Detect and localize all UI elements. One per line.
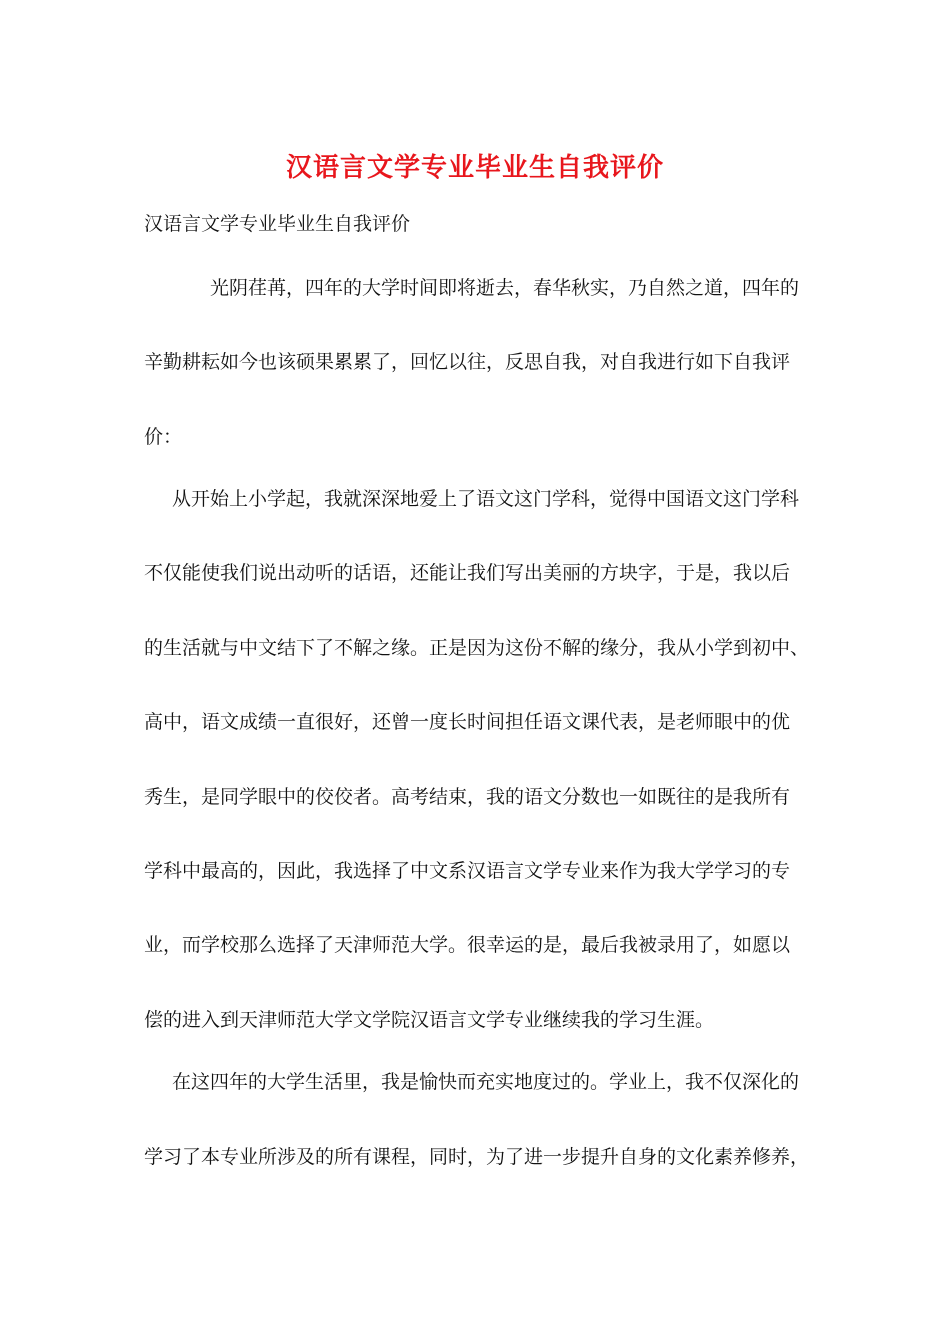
paragraph-line: 学习了本专业所涉及的所有课程，同时，为了进一步提升自身的文化素养修养， <box>144 1146 810 1168</box>
paragraph-line: 高中，语文成绩一直很好，还曾一度长时间担任语文课代表，是老师眼中的优 <box>144 711 791 733</box>
paragraph-line: 的生活就与中文结下了不解之缘。正是因为这份不解的缘分，我从小学到初中、 <box>144 637 810 659</box>
paragraph-line: 业，而学校那么选择了天津师范大学。很幸运的是，最后我被录用了，如愿以 <box>144 934 791 956</box>
paragraph-line: 价： <box>144 426 183 448</box>
document-subtitle: 汉语言文学专业毕业生自我评价 <box>144 213 411 235</box>
paragraph-line: 在这四年的大学生活里，我是愉快而充实地度过的。学业上，我不仅深化的 <box>172 1071 800 1093</box>
paragraph-line: 辛勤耕耘如今也该硕果累累了，回忆以往，反思自我，对自我进行如下自我评 <box>144 351 791 373</box>
paragraph-line: 秀生，是同学眼中的佼佼者。高考结束，我的语文分数也一如既往的是我所有 <box>144 786 791 808</box>
paragraph-line: 偿的进入到天津师范大学文学院汉语言文学专业继续我的学习生涯。 <box>144 1009 715 1031</box>
paragraph-line: 不仅能使我们说出动听的话语，还能让我们写出美丽的方块字，于是，我以后 <box>144 562 791 584</box>
paragraph-line: 学科中最高的，因此，我选择了中文系汉语言文学专业来作为我大学学习的专 <box>144 860 791 882</box>
document-title: 汉语言文学专业毕业生自我评价 <box>285 153 664 183</box>
paragraph-line: 从开始上小学起，我就深深地爱上了语文这门学科，觉得中国语文这门学科 <box>172 488 800 510</box>
paragraph-line: 光阴荏苒，四年的大学时间即将逝去，春华秋实，乃自然之道，四年的 <box>210 277 800 299</box>
